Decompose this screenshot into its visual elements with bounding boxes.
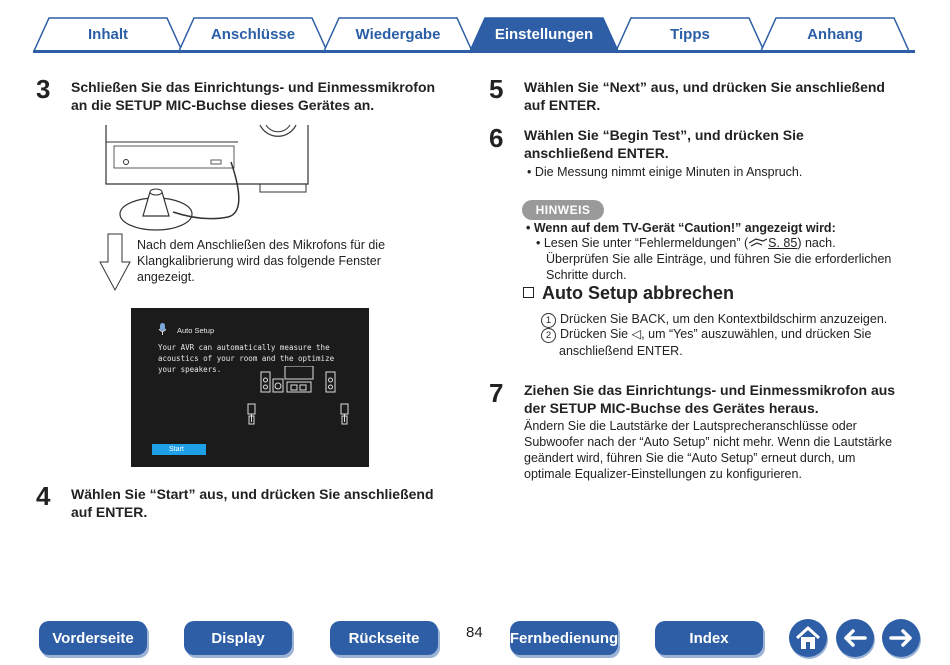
tab-label: Tipps bbox=[670, 25, 710, 43]
tab-label: Inhalt bbox=[88, 25, 128, 43]
arrow-left-icon bbox=[842, 628, 868, 648]
cancel-step-text: Drücken Sie BACK, um den Kontextbildschirm anzuzeigen. bbox=[560, 312, 888, 326]
title-line: auf ENTER. bbox=[71, 504, 148, 520]
step-note bbox=[137, 237, 385, 285]
hinweis-body bbox=[536, 235, 891, 283]
start-button[interactable]: Start bbox=[152, 444, 206, 455]
microphone-icon bbox=[158, 323, 167, 335]
tab-label: Einstellungen bbox=[494, 25, 594, 43]
checkbox-icon bbox=[523, 287, 534, 298]
previous-page-button[interactable] bbox=[836, 619, 874, 657]
body-line: optimale Equalizer-Einstellungen zu konfigurieren. bbox=[524, 467, 802, 481]
book-pointer-icon bbox=[748, 237, 768, 248]
tab-tipps[interactable] bbox=[615, 17, 765, 51]
step-circle-number: 2 bbox=[541, 328, 556, 343]
speaker-layout-icon bbox=[243, 366, 353, 432]
index-button[interactable]: Index bbox=[655, 621, 763, 655]
section-heading-text: Auto Setup abbrechen bbox=[542, 283, 735, 303]
body-line: Ändern Sie die Lautstärke der Lautsprecheranschlüsse oder bbox=[524, 419, 857, 433]
step-number: 3 bbox=[36, 74, 51, 104]
home-button[interactable] bbox=[789, 619, 827, 657]
screen-text: Your AVR can automatically measure the bbox=[158, 343, 330, 352]
home-icon bbox=[794, 625, 822, 651]
next-page-button[interactable] bbox=[882, 619, 920, 657]
tab-label: Anschlüsse bbox=[210, 25, 296, 43]
tab-anhang[interactable] bbox=[760, 17, 910, 51]
step-title bbox=[71, 485, 434, 521]
hinweis-heading bbox=[526, 220, 836, 236]
bullet-dot: • bbox=[526, 221, 534, 235]
auto-setup-screen bbox=[131, 308, 369, 467]
title-line: Wählen Sie “Start” aus, und drücken Sie anschließend bbox=[71, 486, 434, 502]
step-title bbox=[524, 78, 885, 114]
title-line: Schließen Sie das Einrichtungs- und Einmessmikrofon bbox=[71, 79, 436, 95]
hinweis-text: Lesen Sie unter “Fehlermeldungen” ( bbox=[543, 236, 749, 250]
screen-text: your speakers. bbox=[158, 365, 222, 374]
cancel-step-text: Drücken Sie ◁, um “Yes” auszuwählen, und drücken Sie bbox=[560, 327, 872, 341]
cancel-step bbox=[541, 326, 871, 359]
step-number: 6 bbox=[489, 123, 504, 153]
front-panel-button[interactable]: Vorderseite bbox=[39, 621, 147, 655]
note-line: angezeigt. bbox=[137, 270, 195, 284]
step-number: 4 bbox=[36, 481, 51, 511]
step-body bbox=[524, 418, 892, 482]
tab-label: Wiedergabe bbox=[355, 25, 441, 43]
screen-text: acoustics of your room and the optimize bbox=[158, 354, 335, 363]
title-line: auf ENTER. bbox=[524, 97, 601, 113]
step-circle-number: 1 bbox=[541, 313, 556, 328]
hinweis-badge: HINWEIS bbox=[522, 200, 604, 220]
bullet-text: Die Messung nimmt einige Minuten in Anspruch. bbox=[534, 165, 803, 179]
step-title bbox=[71, 78, 435, 114]
cancel-step-text: anschließend ENTER. bbox=[559, 344, 683, 358]
body-line: Subwoofer nach der “Auto Setup” nicht mehr. Wenn die Lautstärke bbox=[524, 435, 893, 449]
tab-wiedergabe[interactable] bbox=[323, 17, 473, 51]
bullet-dot: • bbox=[527, 165, 535, 179]
step-number: 7 bbox=[489, 378, 504, 408]
step-title bbox=[524, 381, 895, 417]
tab-bar bbox=[0, 0, 950, 56]
note-line: Klangkalibrierung wird das folgende Fenster bbox=[137, 254, 381, 268]
microphone-icon bbox=[120, 189, 192, 230]
screen-title: Auto Setup bbox=[177, 326, 215, 335]
arrow-right-icon bbox=[888, 628, 914, 648]
hinweis-heading-text: Wenn auf dem TV-Gerät “Caution!” angezeigt wird: bbox=[533, 221, 836, 235]
title-line: der SETUP MIC-Buchse des Gerätes heraus. bbox=[524, 400, 819, 416]
bullet-item bbox=[527, 164, 802, 180]
hinweis-text: ) nach. bbox=[797, 236, 836, 250]
page-link[interactable]: S. 85 bbox=[768, 236, 798, 250]
tab-inhalt[interactable] bbox=[33, 17, 183, 51]
body-line: geändert wird, führen Sie die “Auto Setup” erneut durch, um bbox=[524, 451, 856, 465]
title-line: Wählen Sie “Begin Test”, und drücken Sie bbox=[524, 127, 804, 143]
note-line: Nach dem Anschließen des Mikrofons für die bbox=[137, 238, 386, 252]
hinweis-line bbox=[536, 235, 891, 251]
title-line: Wählen Sie “Next” aus, und drücken Sie anschließend bbox=[524, 79, 885, 95]
hinweis-line: Überprüfen Sie alle Einträge, und führen Sie die erforderlichen bbox=[546, 252, 892, 266]
bullet-dot: • bbox=[536, 236, 544, 250]
step-number: 5 bbox=[489, 74, 504, 104]
title-line: anschließend ENTER. bbox=[524, 145, 669, 161]
tab-underline bbox=[33, 50, 915, 53]
remote-control-button[interactable]: Fernbedienung bbox=[510, 621, 618, 655]
title-line: Ziehen Sie das Einrichtungs- und Einmessmikrofon aus bbox=[524, 382, 896, 398]
display-button[interactable]: Display bbox=[184, 621, 292, 655]
rear-panel-button[interactable]: Rückseite bbox=[330, 621, 438, 655]
tab-label: Anhang bbox=[807, 25, 863, 43]
section-heading bbox=[523, 283, 734, 304]
hinweis-line: Schritte durch. bbox=[546, 268, 627, 282]
tab-anschluesse[interactable] bbox=[178, 17, 328, 51]
tab-einstellungen[interactable] bbox=[469, 17, 619, 51]
title-line: an die SETUP MIC-Buchse dieses Gerätes an. bbox=[71, 97, 375, 113]
page-number: 84 bbox=[466, 624, 483, 641]
step-title bbox=[524, 126, 804, 162]
